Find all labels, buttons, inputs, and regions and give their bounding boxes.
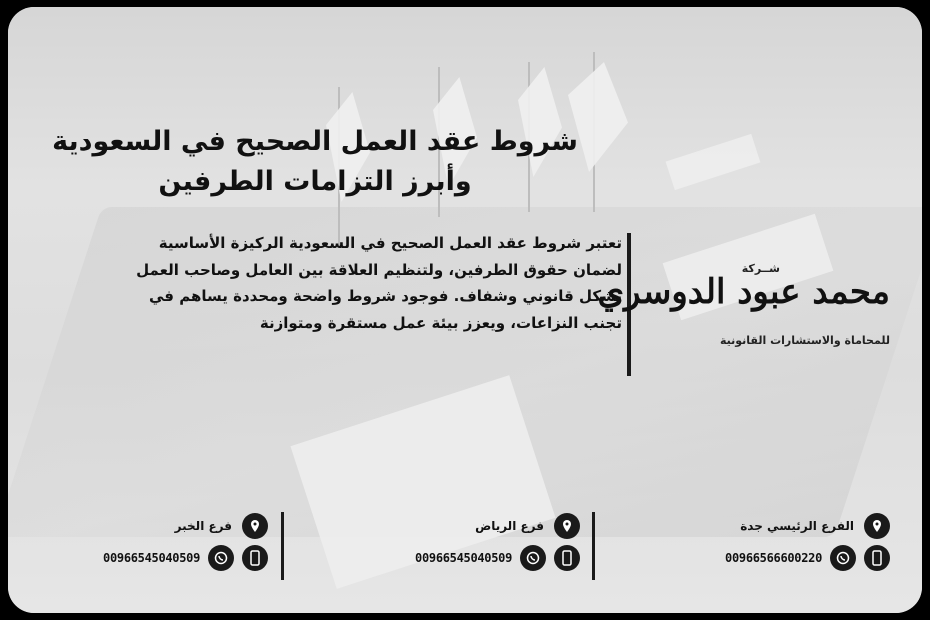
logo-company-word: شــركة (741, 262, 780, 275)
branch-separator (281, 512, 284, 580)
branch-jeddah (700, 505, 890, 585)
branch-phone[interactable]: 00966566600220 (725, 551, 822, 565)
branch-label: الفرع الرئيسي جدة (740, 519, 854, 533)
whatsapp-icon[interactable] (208, 545, 234, 571)
mobile-phone-icon[interactable] (242, 545, 268, 571)
mobile-phone-icon[interactable] (554, 545, 580, 571)
location-pin-icon (554, 513, 580, 539)
logo-subtitle: للمحاماة والاستشارات القانونية (719, 334, 890, 347)
branch-riyadh (390, 505, 580, 585)
company-logo (597, 262, 890, 362)
branch-phone[interactable]: 00966545040509 (103, 551, 200, 565)
whatsapp-icon[interactable] (520, 545, 546, 571)
location-pin-icon (242, 513, 268, 539)
branch-label: فرع الخبر (174, 519, 232, 533)
article-title: شروط عقد العمل الصحيح في السعودية وأبرز التزامات الطرفين (52, 126, 578, 197)
branch-khobar (78, 505, 268, 585)
branch-label: فرع الرياض (475, 519, 544, 533)
branch-phone[interactable]: 00966545040509 (415, 551, 512, 565)
whatsapp-icon[interactable] (830, 545, 856, 571)
mobile-phone-icon[interactable] (864, 545, 890, 571)
branch-separator (592, 512, 595, 580)
location-pin-icon (864, 513, 890, 539)
article-paragraph: تعتبر شروط عقد العمل الصحيح في السعودية الركيزة الأساسية لضمان حقوق الطرفين، ولتنظيم العلاقة بين العامل وصاحب العمل بشكل قانوني وشفاف. فوجود شروط واضحة ومحددة يساهم في تجنب النزاعات، ويعزز بيئة عمل مستقرة ومتوازنة (136, 234, 622, 332)
logo-name: محمد عبود الدوسري (597, 272, 890, 312)
